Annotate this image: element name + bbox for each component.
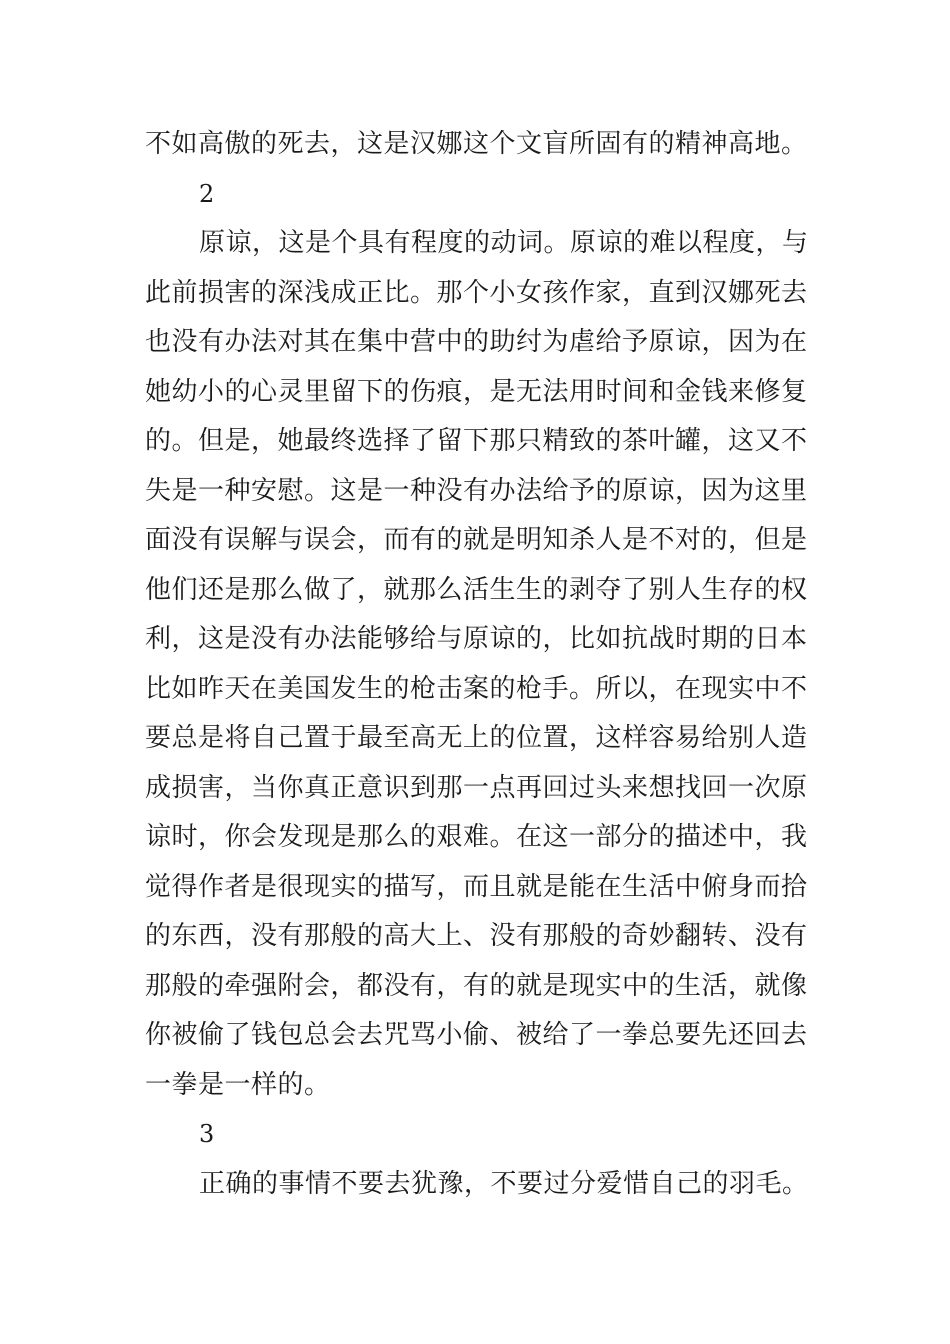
paragraph-line: 的。但是，她最终选择了留下那只精致的茶叶罐，这又不 <box>145 426 808 456</box>
paragraph-line: 她幼小的心灵里留下的伤痕，是无法用时间和金钱来修复 <box>145 376 808 407</box>
section-number-2: 2 <box>199 179 215 208</box>
paragraph-line: 失是一种安慰。这是一种没有办法给予的原谅，因为这里 <box>145 475 808 506</box>
paragraph-line: 成损害，当你真正意识到那一点再回过头来想找回一次原 <box>145 772 808 803</box>
paragraph-line: 原谅，这是个具有程度的动词。原谅的难以程度，与 <box>199 228 809 258</box>
paragraph-line: 正确的事情不要去犹豫，不要过分爱惜自己的羽毛。 <box>199 1168 809 1199</box>
paragraph-line: 的东西，没有那般的高大上、没有那般的奇妙翻转、没有 <box>145 921 808 951</box>
paragraph-line: 比如昨天在美国发生的枪击案的枪手。所以，在现实中不 <box>145 673 808 704</box>
paragraph-line: 你被偷了钱包总会去咒骂小偷、被给了一拳总要先还回去 <box>145 1020 808 1050</box>
paragraph-line: 一拳是一样的。 <box>145 1069 331 1100</box>
paragraph-line: 此前损害的深浅成正比。那个小女孩作家，直到汉娜死去 <box>145 277 808 308</box>
paragraph-line: 面没有误解与误会，而有的就是明知杀人是不对的，但是 <box>145 525 808 555</box>
section-number-3: 3 <box>199 1120 215 1148</box>
paragraph-2 <box>145 219 810 1110</box>
paragraph-line: 要总是将自己置于最至高无上的位置，这样容易给别人造 <box>145 723 808 753</box>
paragraph-line: 也没有办法对其在集中营中的助纣为虐给予原谅，因为在 <box>145 327 808 357</box>
document-page <box>145 120 810 1209</box>
paragraph-line: 觉得作者是很现实的描写，而且就是能在生活中俯身而拾 <box>145 871 808 902</box>
paragraph-line: 不如高傲的死去，这是汉娜这个文盲所固有的精神高地。 <box>145 129 808 159</box>
paragraph-line: 谅时，你会发现是那么的艰难。在这一部分的描述中，我 <box>145 822 808 852</box>
paragraph-line: 那般的牵强附会，都没有，有的就是现实中的生活，就像 <box>145 970 808 1001</box>
paragraph-line: 利，这是没有办法能够给与原谅的，比如抗战时期的日本 <box>145 624 808 654</box>
paragraph-line: 他们还是那么做了，就那么活生生的剥夺了别人生存的权 <box>145 574 808 605</box>
